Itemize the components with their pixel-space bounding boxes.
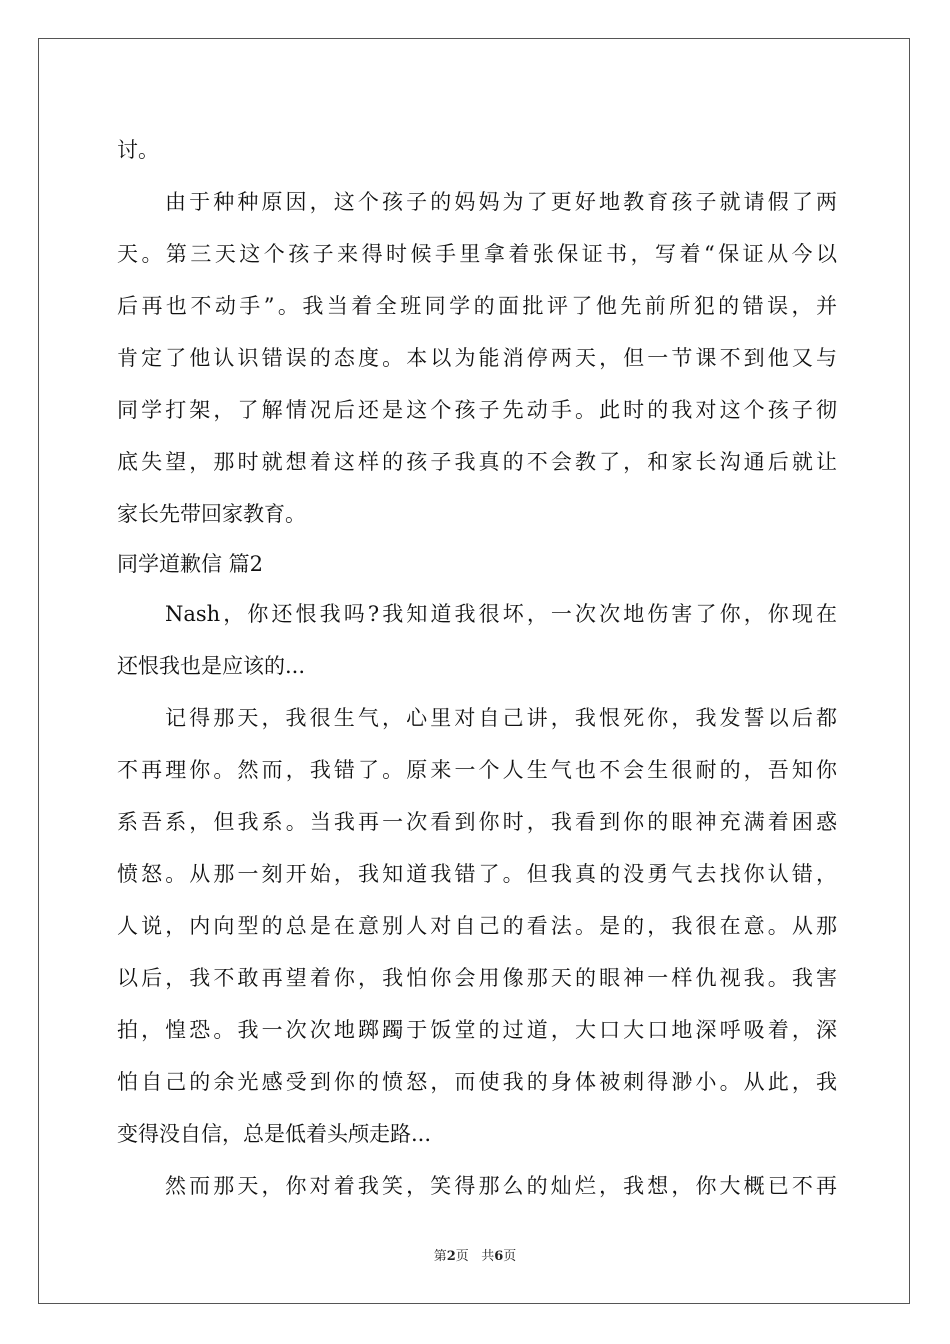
text-line: 后再也不动手”。我当着全班同学的面批评了他先前所犯的错误，并 (117, 294, 837, 318)
page-number: 2 (446, 1249, 456, 1264)
total-prefix: 共 (481, 1249, 495, 1264)
page-footer (0, 1245, 950, 1264)
text-line: Nash，你还恨我吗?我知道我很坏，一次次地伤害了你，你现在 (165, 602, 837, 626)
total-pages: 6 (494, 1249, 504, 1264)
text-line: 由于种种原因，这个孩子的妈妈为了更好地教育孩子就请假了两 (165, 190, 837, 214)
text-line: 怕自己的余光感受到你的愤怒，而使我的身体被刺得渺小。从此，我 (117, 1070, 837, 1094)
text-line: 记得那天，我很生气，心里对自己讲，我恨死你，我发誓以后都 (165, 706, 837, 730)
text-line: 人说，内向型的总是在意别人对自己的看法。是的，我很在意。从那 (117, 914, 837, 938)
text-line: 家长先带回家教育。 (117, 502, 306, 526)
text-line: 愤怒。从那一刻开始，我知道我错了。但我真的没勇气去找你认错， (117, 862, 837, 886)
text-line: 然而那天，你对着我笑，笑得那么的灿烂，我想，你大概已不再 (165, 1174, 837, 1198)
text-line: 系吾系，但我系。当我再一次看到你时，我看到你的眼神充满着困惑 (117, 810, 837, 834)
page-prefix: 第 (433, 1249, 447, 1264)
text-line: 肯定了他认识错误的态度。本以为能消停两天，但一节课不到他又与 (117, 346, 837, 370)
total-suffix: 页 (503, 1249, 517, 1264)
text-line: 拍，惶恐。我一次次地踯躅于饭堂的过道，大口大口地深呼吸着，深 (117, 1018, 837, 1042)
section-2 (117, 588, 837, 1212)
text-line: 底失望，那时就想着这样的孩子我真的不会教了，和家长沟通后就让 (117, 450, 837, 474)
text-line: 同学打架，了解情况后还是这个孩子先动手。此时的我对这个孩子彻 (117, 398, 837, 422)
text-line: 以后，我不敢再望着你，我怕你会用像那天的眼神一样仇视我。我害 (117, 966, 837, 990)
section-heading: 同学道歉信 篇2 (117, 552, 264, 576)
text-line: 讨。 (117, 138, 159, 162)
text-line: 还恨我也是应该的... (117, 654, 306, 678)
text-line: 不再理你。然而，我错了。原来一个人生气也不会生很耐的，吾知你 (117, 758, 837, 782)
text-line: 变得没自信，总是低着头颅走路... (117, 1122, 432, 1146)
document-body (117, 124, 837, 1212)
section-1 (117, 124, 837, 540)
text-line: 天。第三天这个孩子来得时候手里拿着张保证书，写着“保证从今以 (117, 242, 837, 266)
page-suffix: 页 (455, 1249, 469, 1264)
